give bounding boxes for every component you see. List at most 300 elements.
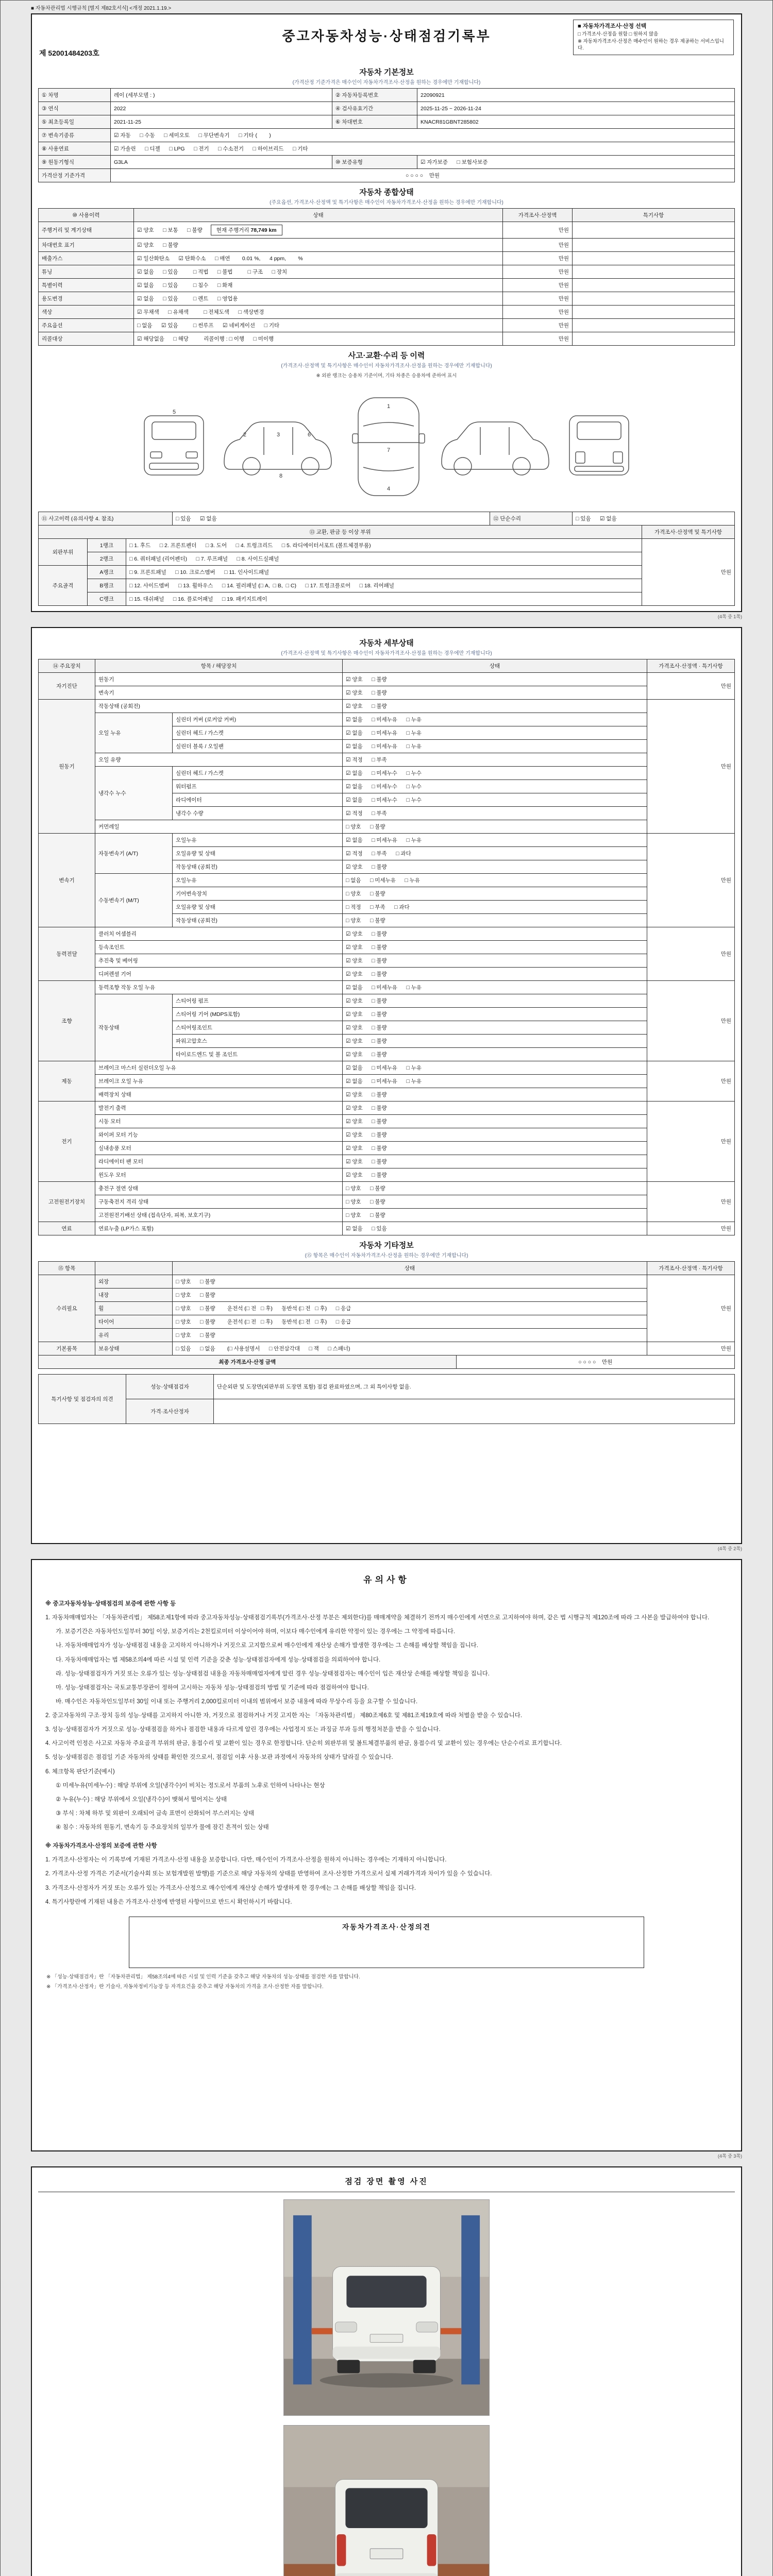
section-note2-accident: ※ 외판 랭크는 승용차 기준이며, 기타 차종은 승용차에 준하여 표시 xyxy=(316,373,457,379)
item-cell: 라디에이터 xyxy=(173,793,343,807)
table-row xyxy=(39,319,735,332)
table-row xyxy=(39,1195,735,1209)
item-cell: 외장 xyxy=(95,1275,173,1289)
state-cell: □ 양호 □ 불량 운전석 (□ 전 □ 후) 동반석 (□ 전 □ 후) □ 응급 xyxy=(173,1302,647,1315)
table-row xyxy=(39,981,735,994)
value-cell: ○ ○ ○ ○ 만원 xyxy=(111,169,735,182)
table-row xyxy=(39,1182,735,1195)
inspection-photo-front xyxy=(283,2199,490,2416)
item-cell: 실린더 블록 / 오일팬 xyxy=(173,740,343,753)
odometer-box xyxy=(211,225,282,235)
state-cell: ☑ 무채색 □ 유채색 □ 전체도색 □ 색상변경 xyxy=(134,306,503,319)
notes-item: ③ 부식 : 차체 하부 및 외판이 오래되어 금속 표면이 산화되어 부스러지는 상태 xyxy=(56,1810,255,1817)
notes-heading: ※ 중고자동차성능·상태점검의 보증에 관한 사항 등 xyxy=(45,1601,176,1607)
price-cell: 만원 xyxy=(647,1182,735,1222)
item-cell: 구동축전지 격리 상태 xyxy=(95,1195,343,1209)
panel-page1 xyxy=(31,13,742,612)
notes-body xyxy=(38,1599,735,1907)
state-cell: ☑ 없음 □ 미세누유 □ 누유 xyxy=(343,726,647,740)
price-cell: 만원 xyxy=(647,1342,735,1355)
item-cell: 라디에이터 팬 모터 xyxy=(95,1155,343,1168)
item-cell: 스티어링조인트 xyxy=(173,1021,343,1035)
item-cell: 클러치 어셈블리 xyxy=(95,927,343,941)
table-row xyxy=(39,1168,735,1182)
table-row xyxy=(39,512,735,526)
table-row xyxy=(39,753,735,767)
item-cell: 추진축 및 베어링 xyxy=(95,954,343,968)
state-cell: ☑ 없음 □ 미세누수 □ 누수 xyxy=(343,793,647,807)
state-cell: ☑ 양호 □ 불량 xyxy=(343,1048,647,1061)
state-cell: □ 양호 □ 불량 xyxy=(173,1329,647,1342)
price-cell: 만원 xyxy=(642,539,735,606)
remark-cell xyxy=(573,239,735,252)
section-title-accident: 사고·교환·수리 등 이력 xyxy=(348,351,425,360)
remark-cell xyxy=(573,279,735,292)
page-tag: (4쪽 중 3쪽) xyxy=(717,2154,742,2159)
column-header: 상태 xyxy=(173,1262,647,1275)
item-cell: 오일누유 xyxy=(173,874,343,887)
item-cell: 고전원전기배선 상태 (접속단자, 피복, 보호기구) xyxy=(95,1209,343,1222)
table-row xyxy=(39,252,735,265)
price-cell: 만원 xyxy=(647,673,735,700)
group-cell: 조향 xyxy=(39,981,95,1061)
notes-item: 마. 성능·상태점검자는 국토교통부장관이 정하여 고시하는 자동차 성능·상태점검의 방법 및 기준에 따라 점검하여야 합니다. xyxy=(56,1684,369,1691)
remark-cell xyxy=(573,332,735,346)
item-cell: 발전기 출력 xyxy=(95,1101,343,1115)
notes-item: ① 미세누유(미세누수) : 해당 부위에 오일(냉각수)이 비치는 정도로서 부품의 노후로 인하여 나타나는 현상 xyxy=(56,1782,325,1789)
items-cell: □ 12. 사이드멤버 □ 13. 휠하우스 □ 14. 필러패널 (□ A, □ B, □ C) □ 17. 트렁크플로어 □ 18. 리어패널 xyxy=(126,579,642,592)
table-row xyxy=(39,102,735,115)
table-row xyxy=(39,239,735,252)
state-cell: □ 양호 □ 불량 xyxy=(343,1195,647,1209)
appraiser-remark xyxy=(214,1399,735,1424)
item-cell: 등속조인트 xyxy=(95,941,343,954)
notes-item: ② 누유(누수) : 해당 부위에서 오일(냉각수)이 맺혀서 떨어지는 상태 xyxy=(56,1796,227,1803)
table-row xyxy=(39,700,735,713)
column-header: 상태 xyxy=(343,659,647,673)
table-header-row xyxy=(39,659,735,673)
state-cell: ☑ 없음 □ 미세누유 □ 누유 xyxy=(343,713,647,726)
table-row xyxy=(39,1375,735,1399)
column-header: 특기사항 xyxy=(573,209,735,222)
photo-stack xyxy=(38,2199,735,2576)
group-cell: 기본품목 xyxy=(39,1342,95,1355)
section-note-accident: (가격조사·산정액 및 특기사항은 매수인이 자동차가격조사·산정을 원하는 경우에만 기재합니다) xyxy=(281,363,492,369)
item-cell: 연료누출 (LP가스 포함) xyxy=(95,1222,343,1235)
state-cell: ☑ 양호 □ 불량 xyxy=(343,927,647,941)
item-cell: 실린더 헤드 / 가스켓 xyxy=(173,726,343,740)
table-row xyxy=(39,552,735,566)
state-cell: □ 양호 □ 불량 xyxy=(343,914,647,927)
value-cell: ☑ 자가보증 □ 보험사보증 xyxy=(417,156,735,169)
section-note-detail: (가격조사·산정액 및 특기사항은 매수인이 자동차가격조사·산정을 원하는 경우에만 기재합니다) xyxy=(281,651,492,656)
group-cell: 수리필요 xyxy=(39,1275,95,1342)
table-row xyxy=(39,673,735,686)
value-cell: ☑ 가솔린 □ 디젤 □ LPG □ 전기 □ 수소전기 □ 하이브리드 □ 기타 xyxy=(111,142,735,156)
item-cell: 브레이크 오일 누유 xyxy=(95,1075,343,1088)
items-cell: □ 15. 대쉬패널 □ 16. 플로어패널 □ 19. 패키지트레이 xyxy=(126,592,642,606)
inspection-photo-rear xyxy=(283,2425,490,2576)
price-cell: 만원 xyxy=(503,332,573,346)
state-cell: □ 양호 □ 불량 xyxy=(343,1209,647,1222)
state-cell: ☑ 양호 □ 불량 xyxy=(343,941,647,954)
label-cell: ④ 검사유효기간 xyxy=(332,102,417,115)
remark-cell xyxy=(573,319,735,332)
item-cell: 워터펌프 xyxy=(173,780,343,793)
table-row xyxy=(39,265,735,279)
state-cell: ☑ 해당없음 □ 해당 리콜이행 : □ 이행 □ 미이행 xyxy=(134,332,503,346)
price-appraisal-select-box xyxy=(573,20,734,55)
price-cell: 만원 xyxy=(503,252,573,265)
car-diagram xyxy=(129,385,644,506)
label-cell: 주행거리 및 계기상태 xyxy=(39,222,134,239)
sub-cell: 냉각수 누수 xyxy=(95,767,173,820)
table-row xyxy=(39,994,735,1008)
value-cell: 2022 xyxy=(111,102,332,115)
notes-item: 1. 자동차매매업자는 「자동차관리법」 제58조제1항에 따라 중고자동차성능·상태점검기록부(가격조사·산정 부분은 제외한다)를 매매계약을 체결하기 전까지 매수인에게 서면으로 고지하여야 하며, 같은 법 시행규칙 제120조에 따라 그 사본을 발급하여야 합니다. xyxy=(45,1615,710,1621)
label-cell: 차대번호 표기 xyxy=(39,239,134,252)
price-cell: 만원 xyxy=(647,981,735,1061)
table-row xyxy=(39,927,735,941)
state-cell: □ 양호 □ 불량 xyxy=(343,1182,647,1195)
notes-item: 1. 가격조사·산정자는 이 기록부에 기재된 가격조사·산정 내용을 보증합니다. 다만, 매수인이 가격조사·산정을 원하지 아니하는 경우에는 기재하지 아니합니다. xyxy=(45,1857,447,1863)
item-cell: 오일 유량 xyxy=(95,753,343,767)
table-row xyxy=(39,1342,735,1355)
value-cell: 레이 (세부모델 : ) xyxy=(111,89,332,102)
group-cell: 고전원전기장치 xyxy=(39,1182,95,1222)
price-cell: 만원 xyxy=(647,1222,735,1235)
label-cell: 특별이력 xyxy=(39,279,134,292)
comprehensive-table xyxy=(38,208,735,346)
item-cell: 스티어링 펌프 xyxy=(173,994,343,1008)
table-row xyxy=(39,1142,735,1155)
column-header: 항목 / 해당장치 xyxy=(95,659,343,673)
state-cell: ☑ 없음 □ 있음 □ 침수 □ 화재 xyxy=(134,279,503,292)
state-cell: ☑ 양호 □ 불량 xyxy=(343,1128,647,1142)
state-cell: ☑ 없음 □ 미세누유 □ 누유 xyxy=(343,1061,647,1075)
notes-item: 2. 중고자동차의 구조·장치 등의 성능·상태를 고지하지 아니한 자, 거짓으로 점검하거나 거짓 고지한 자는 「자동차관리법」 제80조제6호 및 제81조제19호에 따라 처벌을 받을 수 있습니다. xyxy=(45,1713,523,1719)
state-cell: ☑ 양호 □ 불량 xyxy=(343,1168,647,1182)
group-cell: 자기진단 xyxy=(39,673,95,700)
column-header: 상태 xyxy=(134,209,503,222)
state-cell: □ 있음 □ 없음 (□ 사용설명서 □ 안전삼각대 □ 잭 □ 스패너) xyxy=(173,1342,647,1355)
table-row xyxy=(39,142,735,156)
table-row xyxy=(39,292,735,306)
state-cell: ☑ 양호 □ 불량 xyxy=(343,1155,647,1168)
state-cell: □ 양호 □ 불량 xyxy=(173,1289,647,1302)
diagram-mark: 2 xyxy=(243,432,247,438)
rank-cell: 2랭크 xyxy=(88,552,126,566)
state-cell: ☑ 양호 □ 불량 xyxy=(343,954,647,968)
sub-cell: 자동변속기 (A/T) xyxy=(95,834,173,874)
item-cell: 시동 모터 xyxy=(95,1115,343,1128)
label-cell: ⑦ 변속기종류 xyxy=(39,129,111,142)
item-cell: 오일유량 및 상태 xyxy=(173,847,343,860)
diagram-mark: 4 xyxy=(386,486,391,492)
law-reference: ■ 자동차관리법 시행규칙 [별지 제82호서식] <개정 2021.1.19.> xyxy=(31,6,172,11)
notes-item: 라. 성능·상태점검자가 거짓 또는 오류가 있는 성능·상태점검 내용을 자동차매매업자에게 알린 경우 성능·상태점검자는 매수인이 입은 재산상 손해를 배상할 책임을 집니다. xyxy=(56,1670,490,1677)
column-header xyxy=(95,1262,173,1275)
state-cell: □ 없음 ☑ 있음 □ 썬루프 ☑ 네비게이션 □ 기타 xyxy=(134,319,503,332)
table-row xyxy=(39,306,735,319)
group-cell: 연료 xyxy=(39,1222,95,1235)
price-cell: 만원 xyxy=(647,834,735,927)
diagram-mark: 6 xyxy=(307,432,311,438)
table-row xyxy=(39,1302,735,1315)
label-cell: 색상 xyxy=(39,306,134,319)
state-cell: ☑ 없음 □ 있음 □ 렌트 □ 영업용 xyxy=(134,292,503,306)
sub-cell: 오일 누유 xyxy=(95,713,173,753)
table-row xyxy=(39,115,735,129)
table-row xyxy=(39,1101,735,1115)
state-cell: □ 있음 ☑ 없음 xyxy=(573,512,735,526)
footnote: ※ 「가격조사·산정자」란 기술사, 자동차정비기능장 등 자격요건을 갖추고 해당 자동차의 가격을 조사·산정한 자를 말합니다. xyxy=(46,1984,324,1990)
accident-history-table xyxy=(38,512,735,526)
group-cell: 제동 xyxy=(39,1061,95,1101)
notes-item: 3. 가격조사·산정자가 거짓 또는 오류가 있는 가격조사·산정으로 매수인에게 재산상 손해가 발생하게 한 경우에는 그 손해를 배상할 책임을 집니다. xyxy=(45,1885,416,1891)
select-box-options: □ 가격조사·산정을 원함 □ 원하지 않음 xyxy=(578,31,659,37)
item-cell: 내장 xyxy=(95,1289,173,1302)
group-cell: 변속기 xyxy=(39,834,95,927)
notes-item: 바. 매수인은 자동차인도일부터 30일 이내 또는 주행거리 2,000킬로미터 이내의 범위에서 보증 내용에 따라 무상수리 등을 요구할 수 있습니다. xyxy=(56,1698,418,1705)
state-cell: □ 적정 □ 부족 □ 과다 xyxy=(343,901,647,914)
state-cell: ☑ 양호 □ 불량 xyxy=(343,860,647,874)
state-cell: ☑ 양호 □ 불량 xyxy=(343,1101,647,1115)
label-cell: ⑨ 원동기형식 xyxy=(39,156,111,169)
diagram-mark: 7 xyxy=(386,447,391,453)
table-row xyxy=(39,954,735,968)
section-title-basic: 자동차 기본정보 xyxy=(359,68,414,77)
item-cell: 파워고압호스 xyxy=(173,1035,343,1048)
state-cell: ☑ 양호 □ 불량 xyxy=(343,1142,647,1155)
item-cell: 냉각수 수량 xyxy=(173,807,343,820)
notes-item: 3. 성능·상태점검자가 거짓으로 성능·상태점검을 하거나 점검한 내용과 다르게 알린 경우에는 사업정지 또는 과징금 부과 등의 행정처분을 받을 수 있습니다. xyxy=(45,1726,441,1733)
remark-cell xyxy=(573,265,735,279)
column-header: ⑩ 사용이력 xyxy=(39,209,134,222)
item-cell: 오일누유 xyxy=(173,834,343,847)
notes-item: 5. 성능·상태점검은 점검일 기준 자동차의 상태를 확인한 것으로서, 점검일 이후 사용·보관 과정에서 자동차의 상태가 달라질 수 있습니다. xyxy=(45,1754,393,1761)
state-cell: ☑ 양호 □ 불량 xyxy=(343,1115,647,1128)
exchange-rank-table xyxy=(38,525,735,606)
panel-page3-notes xyxy=(31,1559,742,2151)
inspector-remark: 단순외판 및 도장면(외판부위 도장면 포함) 점검 완료하였으며, 그 외 특이사항 없음. xyxy=(214,1375,735,1399)
item-cell: 와이퍼 모터 기능 xyxy=(95,1128,343,1142)
doc-number-value: 52001484203호 xyxy=(48,49,99,57)
table-header-row xyxy=(39,209,735,222)
table-row xyxy=(39,1275,735,1289)
label-cell: 튜닝 xyxy=(39,265,134,279)
select-box-title: ■ 자동차가격조사·산정 선택 xyxy=(578,23,647,29)
item-cell: 충전구 절연 상태 xyxy=(95,1182,343,1195)
notes-footnotes xyxy=(38,1973,735,1991)
state-cell: ☑ 양호 □ 불량 xyxy=(343,1088,647,1101)
state-cell: ☑ 없음 □ 미세누유 □ 누유 xyxy=(343,981,647,994)
rank-cell: 1랭크 xyxy=(88,539,126,552)
table-row xyxy=(39,713,735,726)
photos-section-title: 점검 장면 촬영 사진 xyxy=(38,2173,735,2192)
section-title-detail: 자동차 세부상태 xyxy=(359,639,414,648)
value-cell: 22090921 xyxy=(417,89,735,102)
notes-item: 6. 체크항목 판단기준(예시) xyxy=(45,1768,115,1775)
price-cell: 만원 xyxy=(503,279,573,292)
group-cell: 주요골격 xyxy=(39,566,88,606)
section-note-comprehensive: (주요옵션, 가격조사·산정액 및 특기사항은 매수인이 자동차가격조사·산정을 원하는 경우에만 기재합니다) xyxy=(270,200,503,206)
label-cell: ③ 연식 xyxy=(39,102,111,115)
state-cell: ☑ 적정 □ 부족 xyxy=(343,753,647,767)
remark-cell xyxy=(573,306,735,319)
state-cell: ☑ 없음 □ 미세누유 □ 누유 xyxy=(343,834,647,847)
label-cell: 주요옵션 xyxy=(39,319,134,332)
doc-number-prefix: 제 xyxy=(39,49,46,57)
sub-cell: 작동상태 xyxy=(95,994,173,1061)
label-cell: ⑪ 사고이력 (유의사항 4. 참조) xyxy=(39,512,173,526)
table-row xyxy=(39,874,735,887)
appraiser-label: 가격·조사산정자 xyxy=(126,1399,214,1424)
diagram-mark: 1 xyxy=(386,403,391,410)
price-cell: 만원 xyxy=(503,319,573,332)
table-row xyxy=(39,1355,735,1369)
remarks-label: 특기사항 및 점검자의 의견 xyxy=(39,1375,126,1424)
value-cell: G3LA xyxy=(111,156,332,169)
state-cell: ☑ 양호 □ 불량 xyxy=(343,1021,647,1035)
table-row xyxy=(39,1399,735,1424)
table-row xyxy=(39,1128,735,1142)
label-cell: ⑥ 차대번호 xyxy=(332,115,417,129)
state-cell: ☑ 양호 □ 불량 xyxy=(343,700,647,713)
item-cell: 배력장치 상태 xyxy=(95,1088,343,1101)
page-tag: (4쪽 중 2쪽) xyxy=(717,1546,742,1551)
value-cell: ☑ 자동 □ 수동 □ 세미오토 □ 무단변속기 □ 기타 ( ) xyxy=(111,129,735,142)
item-cell: 작동상태 (공회전) xyxy=(173,860,343,874)
notes-item: 나. 자동차매매업자가 성능·상태점검 내용을 고지하지 아니하거나 거짓으로 고지함으로써 매수인에게 재산상 손해가 발생한 경우에는 그 손해를 배상할 책임을 집니다. xyxy=(56,1642,478,1649)
price-cell: 만원 xyxy=(647,1101,735,1182)
state-cell: ☑ 없음 □ 미세누유 □ 누유 xyxy=(343,740,647,753)
table-row xyxy=(39,820,735,834)
state-cell: □ 양호 □ 불량 xyxy=(343,820,647,834)
items-cell: □ 1. 후드 □ 2. 프론트펜더 □ 3. 도어 □ 4. 트렁크리드 □ 5. 라디에이터서포트 (볼트체결부품) xyxy=(126,539,642,552)
section-title-comprehensive: 자동차 종합상태 xyxy=(359,188,414,197)
basic-info-table xyxy=(38,88,735,182)
column-header: ⑬ 교환, 판금 등 이상 부위 xyxy=(39,526,642,539)
state-cell: □ 있음 ☑ 없음 xyxy=(173,512,490,526)
panel-page4-photos xyxy=(31,2166,742,2576)
table-row xyxy=(39,1315,735,1329)
notes-heading: ※ 자동차가격조사·산정의 보증에 관한 사항 xyxy=(45,1843,157,1850)
price-cell: 만원 xyxy=(647,927,735,981)
item-cell: 기어변속장치 xyxy=(173,887,343,901)
notes-item: 다. 자동차매매업자는 법 제58조의4에 따른 시설 및 인력 기준을 갖춘 성능·상태점검자에게 성능·상태점검을 의뢰하여야 합니다. xyxy=(56,1656,381,1663)
state-cell: ☑ 없음 □ 미세누수 □ 누수 xyxy=(343,780,647,793)
item-cell: 휠 xyxy=(95,1302,173,1315)
label-cell: 용도변경 xyxy=(39,292,134,306)
state-cell: ☑ 없음 □ 미세누수 □ 누수 xyxy=(343,767,647,780)
footnote: ※ 「성능·상태점검자」란 「자동차관리법」 제58조의4에 따른 시설 및 인력 기준을 갖추고 해당 자동차의 성능·상태를 점검한 자를 말합니다. xyxy=(46,1974,360,1980)
label-cell: ⑫ 단순수리 xyxy=(490,512,573,526)
column-header: 가격조사·산정액 · 특기사항 xyxy=(647,659,735,673)
item-cell: 보유상태 xyxy=(95,1342,173,1355)
car-diagram-wrap xyxy=(38,381,735,512)
state-cell xyxy=(134,222,503,239)
table-row xyxy=(39,169,735,182)
other-info-table xyxy=(38,1261,735,1355)
column-header: 가격조사·산정액 및 특기사항 xyxy=(642,526,735,539)
sub-cell: 수동변속기 (M/T) xyxy=(95,874,173,927)
state-cell: ☑ 없음 □ 있음 □ 적법 □ 불법 □ 구조 □ 장치 xyxy=(134,265,503,279)
label-cell: ② 자동차등록번호 xyxy=(332,89,417,102)
remarks-table xyxy=(38,1374,735,1424)
state-cell: ☑ 양호 □ 불량 xyxy=(343,968,647,981)
value-cell: KNACR81GBNT285802 xyxy=(417,115,735,129)
item-cell: 작동상태 (공회전) xyxy=(173,914,343,927)
label-cell: ⑤ 최초등록일 xyxy=(39,115,111,129)
value-cell: 2025-11-25 ~ 2026-11-24 xyxy=(417,102,735,115)
notes-item: 가. 보증기간은 자동차인도일부터 30일 이상, 보증거리는 2천킬로미터 이상이어야 하며, 이보다 매수인에게 유리한 약정이 있는 경우에는 그 약정에 따릅니다. xyxy=(56,1629,456,1635)
table-row xyxy=(39,1155,735,1168)
section-title-other: 자동차 기타정보 xyxy=(359,1241,414,1250)
final-amount-label: 최종 가격조사·산정 금액 xyxy=(39,1355,457,1369)
table-row xyxy=(39,129,735,142)
table-row xyxy=(39,686,735,700)
state-cell: ☑ 없음 □ 미세누유 □ 누유 xyxy=(343,1075,647,1088)
table-row xyxy=(39,539,735,552)
table-row xyxy=(39,1061,735,1075)
odometer-label: 현재 주행거리 xyxy=(216,227,249,233)
table-row xyxy=(39,156,735,169)
group-cell: 원동기 xyxy=(39,700,95,834)
state-cell: ☑ 적정 □ 부족 □ 과다 xyxy=(343,847,647,860)
state-cell: ☑ 없음 □ 있음 xyxy=(343,1222,647,1235)
group-cell: 전기 xyxy=(39,1101,95,1182)
item-cell: 윈도우 모터 xyxy=(95,1168,343,1182)
page-tag: (4쪽 중 1쪽) xyxy=(717,614,742,619)
notes-title: 유의사항 xyxy=(363,1575,410,1585)
item-cell: 스티어링 기어 (MDPS포함) xyxy=(173,1008,343,1021)
notes-item: 4. 사고이력 인정은 사고로 자동차 주요골격 부위의 판금, 용접수리 및 교환이 있는 경우로 한정합니다. 단순히 외판부위 및 볼트체결부품의 판금, 용접수리 및 교환이 있는 경우에는 단순수리로 표기합니다. xyxy=(45,1740,562,1747)
inspector-label: 성능·상태점검자 xyxy=(126,1375,214,1399)
item-cell: 디퍼렌셜 기어 xyxy=(95,968,343,981)
column-header: ⑭ 주요장치 xyxy=(39,659,95,673)
table-header-row xyxy=(39,1262,735,1275)
state-cell: □ 양호 □ 불량 xyxy=(173,1275,647,1289)
item-cell: 변속기 xyxy=(95,686,343,700)
item-cell: 브레이크 마스터 실린더오일 누유 xyxy=(95,1061,343,1075)
section-note-basic: (가격산정 기준가격은 매수인이 자동차가격조사·산정을 원하는 경우에만 기재합니다) xyxy=(292,80,481,86)
group-cell: 외판부위 xyxy=(39,539,88,566)
label-cell: ⑩ 보증유형 xyxy=(332,156,417,169)
price-cell: 만원 xyxy=(647,700,735,834)
state-cell: □ 양호 □ 불량 xyxy=(343,887,647,901)
item-cell: 동력조향 작동 오일 누유 xyxy=(95,981,343,994)
table-row xyxy=(39,89,735,102)
item-cell: 작동상태 (공회전) xyxy=(95,700,343,713)
table-row xyxy=(39,279,735,292)
item-cell: 원동기 xyxy=(95,673,343,686)
group-cell: 동력전달 xyxy=(39,927,95,981)
diagram-mark: 8 xyxy=(279,473,283,479)
items-cell: □ 6. 쿼터패널 (리어펜더) □ 7. 루프패널 □ 8. 사이드실패널 xyxy=(126,552,642,566)
page-title: 중고자동차성능·상태점검기록부 xyxy=(282,28,491,44)
price-cell: 만원 xyxy=(647,1275,735,1342)
state-cell: ☑ 적정 □ 부족 xyxy=(343,807,647,820)
item-cell: 타이어 xyxy=(95,1315,173,1329)
column-header: ⑮ 항목 xyxy=(39,1262,95,1275)
state-cell: □ 양호 □ 불량 운전석 (□ 전 □ 후) 동반석 (□ 전 □ 후) □ 응급 xyxy=(173,1315,647,1329)
remark-cell xyxy=(573,252,735,265)
value-cell: 2021-11-25 xyxy=(111,115,332,129)
rank-cell: C랭크 xyxy=(88,592,126,606)
item-cell: 실내송풍 모터 xyxy=(95,1142,343,1155)
state-cell: ☑ 양호 □ 불량 xyxy=(343,994,647,1008)
